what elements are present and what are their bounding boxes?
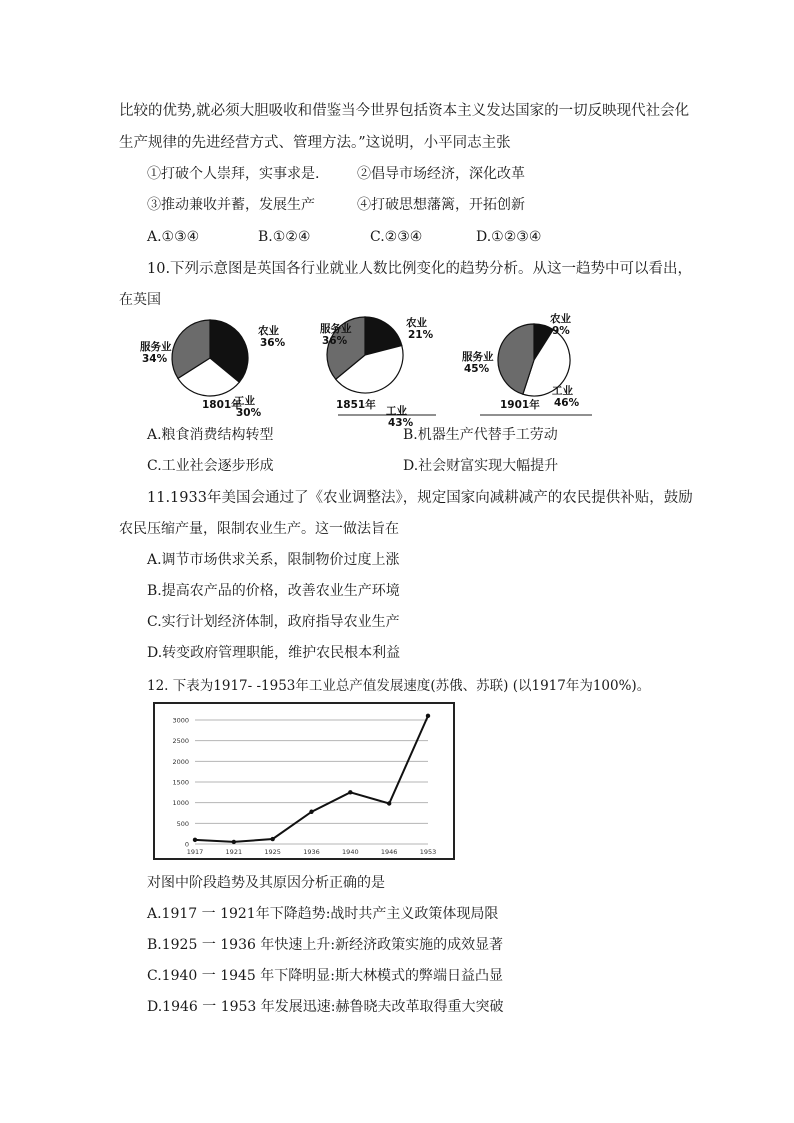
q9-item-4: ④打破思想藩篱，开拓创新 — [357, 197, 525, 213]
q9-text-line-2: 生产规律的先进经营方式、管理方法。”这说明，小平同志主张 — [119, 135, 511, 151]
pie-label-services: 服务业 — [462, 351, 494, 363]
pie-label-services: 服务业 — [140, 341, 172, 353]
q12-option-c[interactable]: C.1940 一 1945 年下降明显:斯大林模式的弊端日益凸显 — [147, 968, 503, 984]
employment-pie-charts — [140, 312, 600, 429]
q10-option-a[interactable]: A.粮食消费结构转型 — [147, 427, 274, 443]
q9-item-2: ②倡导市场经济，深化改革 — [357, 166, 525, 182]
q10-text-line-1: 10.下列示意图是英国各行业就业人数比例变化的趋势分析。从这一趋势中可以看出， — [147, 261, 693, 277]
q11-option-d[interactable]: D.转变政府管理职能，维护农民根本利益 — [147, 645, 401, 661]
pie-label-agriculture: 农业 — [406, 317, 427, 329]
q11-option-b[interactable]: B.提高农产品的价格，改善农业生产环境 — [147, 583, 400, 599]
q10-option-b[interactable]: B.机器生产代替手工劳动 — [403, 427, 558, 443]
pie-value-industry: 46% — [554, 397, 580, 409]
q12-question: 对图中阶段趋势及其原因分析正确的是 — [147, 875, 385, 891]
pie-value-services: 34% — [142, 353, 168, 365]
q9-item-3: ③推动兼收并蓄，发展生产 — [147, 197, 315, 213]
q9-item-1: ①打破个人崇拜，实事求是. — [147, 166, 320, 182]
industrial-output-line-chart — [153, 702, 455, 860]
q12-option-a[interactable]: A.1917 一 1921年下降趋势:战时共产主义政策体现局限 — [147, 906, 499, 922]
data-point — [309, 810, 313, 814]
q9-option-c[interactable]: C.②③④ — [370, 229, 423, 245]
y-tick-label: 2500 — [172, 737, 189, 746]
y-tick-label: 1500 — [172, 778, 189, 787]
pie-label-industry: 工业 — [552, 385, 573, 397]
q11-option-c[interactable]: C.实行计划经济体制，政府指导农业生产 — [147, 614, 400, 630]
q9-option-b[interactable]: B.①②④ — [258, 229, 311, 245]
x-tick-label: 1925 — [264, 848, 281, 856]
q9-option-d[interactable]: D.①②③④ — [476, 229, 542, 245]
pie-value-services: 36% — [322, 335, 348, 347]
q11-option-a[interactable]: A.调节市场供求关系，限制物价过度上涨 — [147, 552, 400, 568]
q10-option-d[interactable]: D.社会财富实现大幅提升 — [403, 458, 559, 474]
y-tick-label: 3000 — [172, 716, 189, 725]
q9-text-line-1: 比较的优势,就必须大胆吸收和借鉴当今世界包括资本主义发达国家的一切反映现代社会化 — [119, 103, 690, 119]
q10-option-c[interactable]: C.工业社会逐步形成 — [147, 458, 274, 474]
pie-label-services: 服务业 — [320, 323, 352, 335]
q9-option-a[interactable]: A.①③④ — [147, 229, 200, 245]
y-tick-label: 2000 — [172, 757, 189, 766]
data-point — [387, 801, 391, 805]
data-point — [270, 837, 274, 841]
pie-year-label: 1901年 — [500, 399, 540, 411]
y-tick-label: 1000 — [172, 799, 189, 808]
pie-label-industry: 工业 — [386, 405, 407, 417]
x-tick-label: 1921 — [225, 848, 243, 856]
x-tick-label: 1946 — [380, 848, 398, 856]
pie-value-agriculture: 9% — [552, 325, 570, 337]
pie-label-industry: 工业 — [234, 395, 255, 407]
data-point — [348, 790, 352, 794]
x-tick-label: 1940 — [342, 848, 359, 856]
data-point — [193, 838, 197, 842]
y-tick-label: 0 — [184, 840, 189, 849]
q11-text-line-2: 农民压缩产量，限制农业生产。这一做法旨在 — [119, 521, 399, 537]
pie-value-industry: 43% — [388, 417, 414, 429]
q11-text-line-1: 11.1933年美国会通过了《农业调整法》，规定国家向减耕减产的农民提供补贴，鼓励 — [147, 490, 693, 506]
pie-value-services: 45% — [464, 363, 490, 375]
pie-year-label: 1801年 — [202, 399, 242, 411]
pie-label-agriculture: 农业 — [550, 313, 571, 325]
pie-value-agriculture: 21% — [408, 329, 434, 341]
pie-value-industry: 30% — [236, 407, 262, 419]
q12-option-d[interactable]: D.1946 一 1953 年发展迅速:赫鲁晓夫改革取得重大突破 — [147, 999, 504, 1015]
x-tick-label: 1917 — [186, 848, 204, 856]
data-point — [232, 840, 236, 844]
q10-text-line-2: 在英国 — [119, 292, 161, 308]
y-tick-label: 500 — [176, 819, 189, 828]
pie-year-label: 1851年 — [336, 399, 376, 411]
x-tick-label: 1936 — [303, 848, 320, 856]
data-point — [426, 714, 430, 718]
chart-frame — [154, 703, 454, 859]
pie-value-agriculture: 36% — [260, 337, 286, 349]
q12-text-line-1: 12. 下表为1917- -1953年工业总产值发展速度(苏俄、苏联) (以1917年为100%)。 — [147, 678, 651, 694]
pie-label-agriculture: 农业 — [258, 325, 279, 337]
q12-option-b[interactable]: B.1925 一 1936 年快速上升:新经济政策实施的成效显著 — [147, 937, 504, 953]
x-tick-label: 1953 — [419, 848, 437, 856]
